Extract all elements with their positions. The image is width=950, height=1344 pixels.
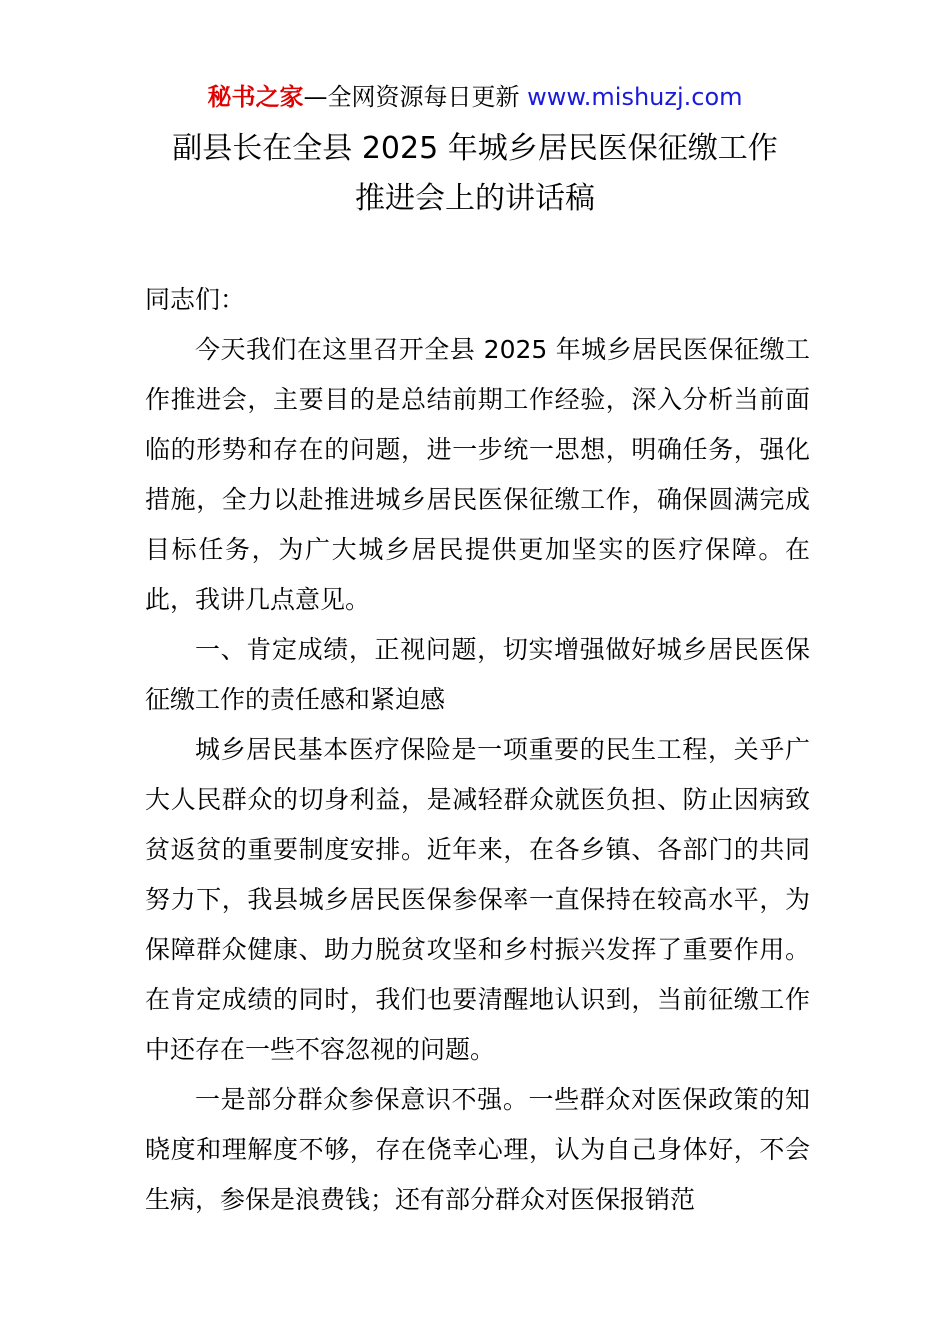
- site-url-link[interactable]: www.mishuzj.com: [527, 83, 743, 111]
- header-tagline: —全网资源每日更新: [303, 83, 528, 111]
- salutation: 同志们：: [145, 285, 246, 314]
- title-line-1: 副县长在全县 2025 年城乡居民医保征缴工作: [172, 131, 778, 166]
- paragraph-intro: 今天我们在这里召开全县 2025 年城乡居民医保征缴工作推进会，主要目的是总结前期工作经验，深入分析当前面临的形势和存在的问题，进一步统一思想，明确任务，强化措施，全力以赴推进城乡居民医保征缴工作，确保圆满完成目标任务，为广大城乡居民提供更加坚实的医疗保障。在此，我讲几点意见。: [145, 335, 810, 614]
- paragraph-achievements: 城乡居民基本医疗保险是一项重要的民生工程，关乎广大人民群众的切身利益，是减轻群众就医负担、防止因病致贫返贫的重要制度安排。近年来，在各乡镇、各部门的共同努力下，我县城乡居民医保参保率一直保持在较高水平，为保障群众健康、助力脱贫攻坚和乡村振兴发挥了重要作用。在肯定成绩的同时，我们也要清醒地认识到，当前征缴工作中还存在一些不容忽视的问题。: [145, 735, 810, 1064]
- section-heading-1: 一、肯定成绩，正视问题，切实增强做好城乡居民医保征缴工作的责任感和紧迫感: [145, 635, 810, 714]
- site-header: [0, 80, 950, 114]
- paragraph-problem-1: 一是部分群众参保意识不强。一些群众对医保政策的知晓度和理解度不够，存在侥幸心理，认为自己身体好，不会生病，参保是浪费钱；还有部分群众对医保报销范: [145, 1085, 810, 1214]
- document-title: [0, 124, 950, 224]
- document-body: [145, 275, 810, 1225]
- title-line-2: 推进会上的讲话稿: [355, 181, 595, 216]
- brand-name: 秘书之家: [207, 83, 304, 111]
